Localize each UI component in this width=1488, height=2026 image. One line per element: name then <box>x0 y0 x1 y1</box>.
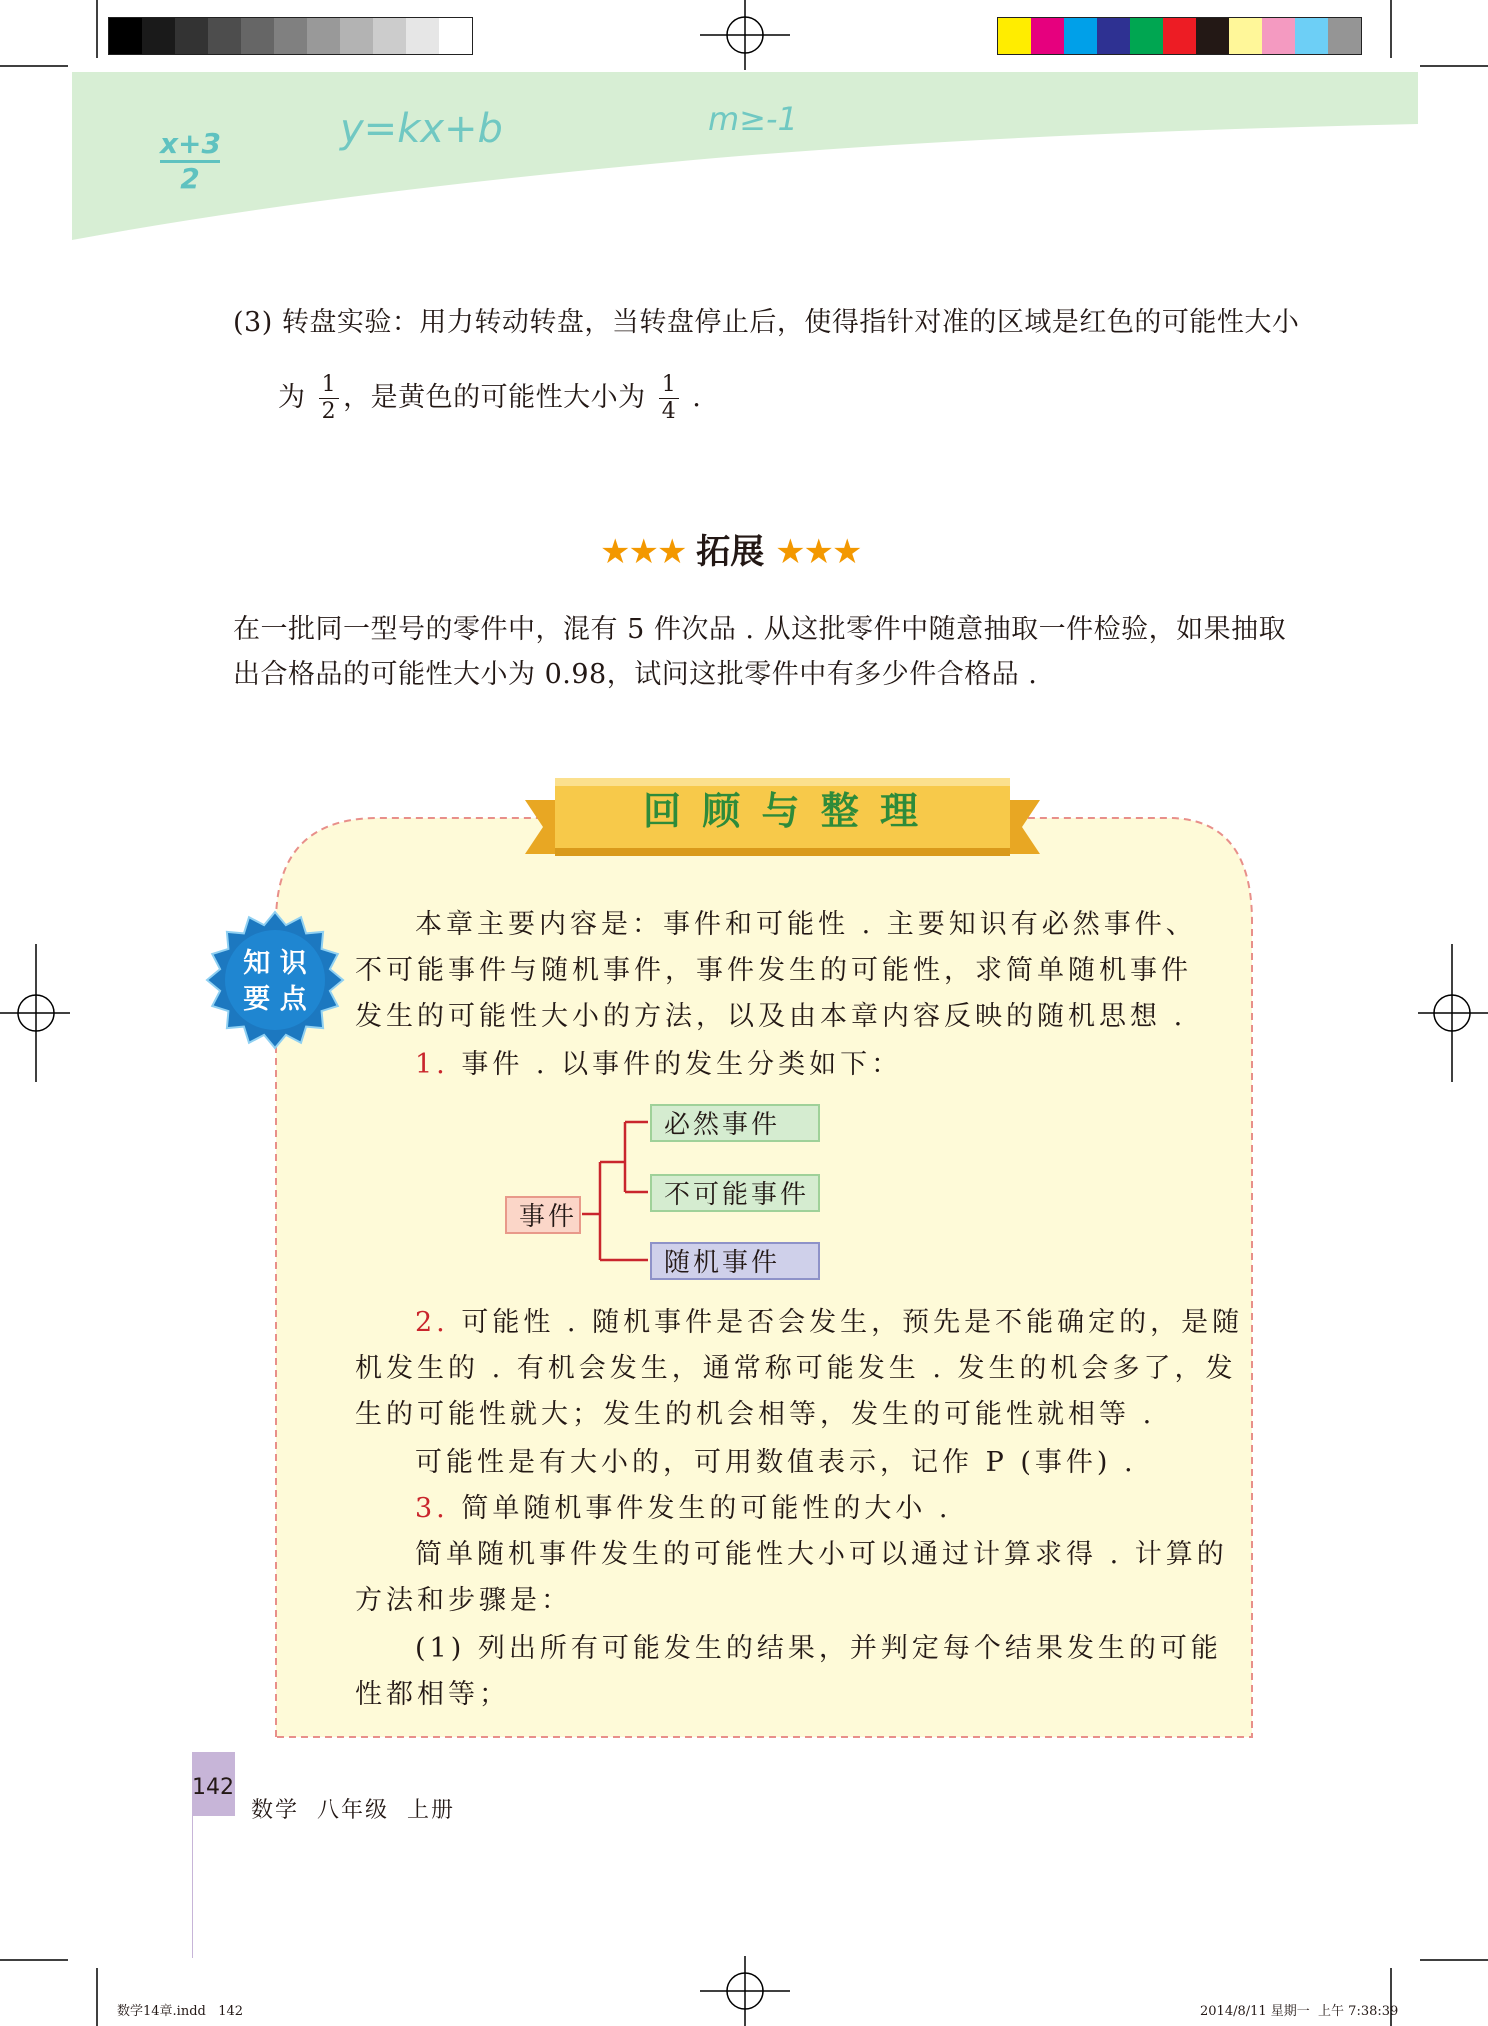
header-formula-inequality: m≥-1 <box>708 100 798 138</box>
item3-line2-c: . <box>692 382 702 413</box>
badge-text <box>205 946 345 1018</box>
fraction-one-quarter: $\frac{1}{4}$ <box>659 372 680 425</box>
process-swatch <box>1229 18 1262 54</box>
gray-swatch <box>274 18 307 54</box>
review-p1-line3: 发生的可能性大小的方法，以及由本章内容反映的随机思想 . <box>355 1001 1187 1032</box>
header-band <box>72 72 1418 242</box>
process-swatch <box>1163 18 1196 54</box>
tree-root-node: 事件 <box>505 1196 581 1234</box>
process-swatch <box>1328 18 1361 54</box>
review-section2-line1 <box>415 1306 1243 1340</box>
fraction-one-half: $\frac{1}{2}$ <box>319 372 340 425</box>
section2-number: 2. <box>415 1307 449 1338</box>
process-swatch <box>1064 18 1097 54</box>
review-section3-line2: 简单随机事件发生的可能性大小可以通过计算求得 . 计算的 <box>415 1539 1228 1570</box>
star-icon: ★★★ <box>600 532 686 572</box>
gray-swatch <box>241 18 274 54</box>
section1-number: 1. <box>415 1049 449 1080</box>
review-section3-line3: 方法和步骤是： <box>355 1585 572 1616</box>
tree-node-random: 随机事件 <box>650 1242 820 1280</box>
review-section2-line4: 可能性是有大小的，可用数值表示，记作 P (事件) . <box>415 1447 1137 1478</box>
badge-line2: 要 点 <box>243 984 307 1015</box>
event-tree-connectors <box>570 1100 660 1275</box>
item3-line1: (3) 转盘实验：用力转动转盘，当转盘停止后，使得指针对准的区域是红色的可能性大小 <box>233 307 1300 338</box>
gray-swatch <box>208 18 241 54</box>
badge-line1: 知 识 <box>243 948 307 979</box>
star-icon: ★★★ <box>775 532 861 572</box>
review-section1 <box>415 1048 902 1082</box>
process-swatch <box>1031 18 1064 54</box>
review-section2-line3: 生的可能性就大；发生的机会相等，发生的可能性就相等 . <box>355 1399 1156 1430</box>
item3-line2-b: ，是黄色的可能性大小为 <box>343 382 646 413</box>
review-section2-line2: 机发生的 . 有机会发生，通常称可能发生 . 发生的机会多了，发 <box>355 1353 1237 1384</box>
book-title: 数学 八年级 上册 <box>251 1798 455 1823</box>
file-info: 数学14章.indd 142 <box>117 2004 244 2019</box>
item3-line2 <box>278 370 701 426</box>
review-p1-line2: 不可能事件与随机事件，事件发生的可能性，求简单随机事件 <box>355 955 1192 986</box>
review-banner-title: 回 顾 与 整 理 <box>643 789 922 833</box>
section1-text: 事件 . 以事件的发生分类如下： <box>448 1049 903 1080</box>
header-formula-linear: y=kx+b <box>340 106 503 152</box>
process-swatch <box>1262 18 1295 54</box>
process-color-bar <box>997 17 1362 55</box>
gray-swatch <box>142 18 175 54</box>
gray-swatch <box>439 18 472 54</box>
section3-text: 简单随机事件发生的可能性的大小 . <box>448 1493 952 1524</box>
review-section3-line1 <box>415 1492 952 1526</box>
tree-node-certain: 必然事件 <box>650 1104 820 1142</box>
gray-swatch <box>406 18 439 54</box>
process-swatch <box>1130 18 1163 54</box>
process-swatch <box>998 18 1031 54</box>
section3-number: 3. <box>415 1493 449 1524</box>
page-number: 142 <box>192 1775 234 1800</box>
process-swatch <box>1097 18 1130 54</box>
gray-swatch <box>373 18 406 54</box>
gray-swatch <box>175 18 208 54</box>
gray-swatch <box>340 18 373 54</box>
item3-line2-a: 为 <box>278 382 306 413</box>
tree-node-impossible: 不可能事件 <box>650 1174 820 1212</box>
extension-title: 拓展 <box>696 532 765 572</box>
extension-line1: 在一批同一型号的零件中，混有 5 件次品 . 从这批零件中随意抽取一件检验，如果抽取 <box>233 614 1287 645</box>
review-step1-line1: (1) 列出所有可能发生的结果，并判定每个结果发生的可能 <box>415 1633 1222 1664</box>
header-formula-fraction: x+3 2 <box>160 127 222 195</box>
print-timestamp: 2014/8/11 星期一 上午 7:38:39 <box>1200 2004 1399 2019</box>
extension-heading <box>600 530 861 574</box>
gray-swatch <box>109 18 142 54</box>
process-swatch <box>1295 18 1328 54</box>
review-p1-line1: 本章主要内容是：事件和可能性 . 主要知识有必然事件、 <box>415 909 1197 940</box>
extension-line2: 出合格品的可能性大小为 0.98，试问这批零件中有多少件合格品 . <box>233 659 1038 690</box>
section2-text: 可能性 . 随机事件是否会发生，预先是不能确定的，是随 <box>448 1307 1244 1338</box>
review-step1-line2: 性都相等； <box>355 1679 510 1710</box>
page-number-line <box>192 1816 193 1958</box>
gray-swatch <box>307 18 340 54</box>
process-swatch <box>1196 18 1229 54</box>
grayscale-color-bar <box>108 17 473 55</box>
